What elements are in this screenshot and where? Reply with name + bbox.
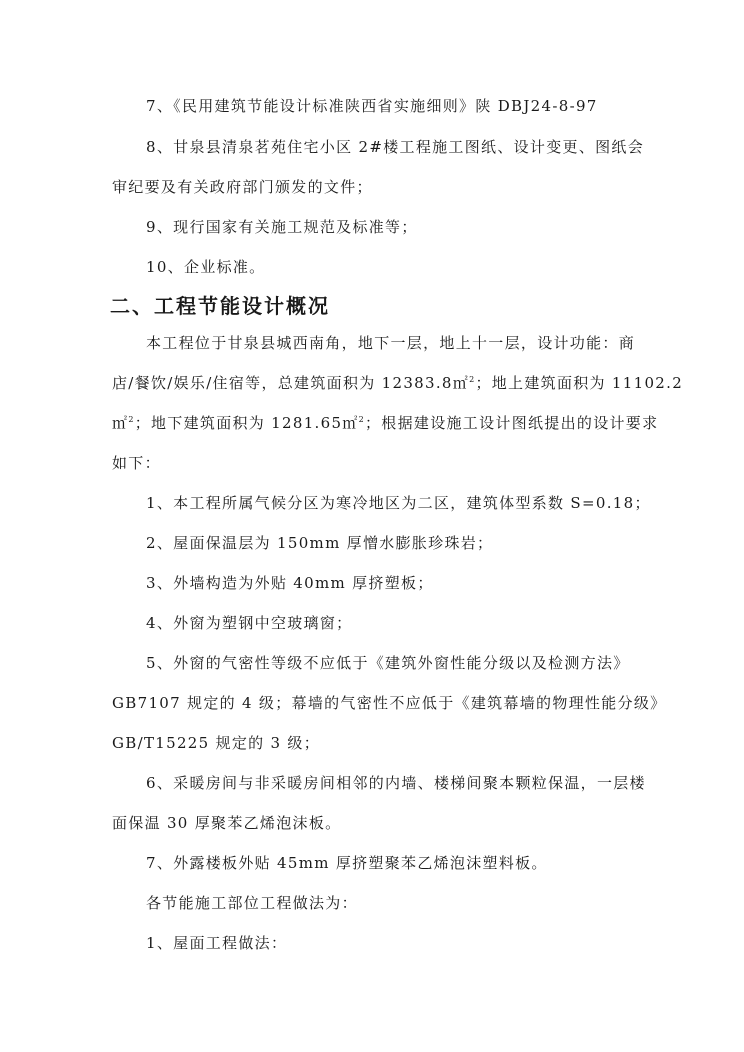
- overview-text: ；根据建设施工设计图纸提出的设计要求: [365, 414, 659, 432]
- reference-item-7: 7、《民用建筑节能设计标准陕西省实施细则》陕 DBJ24-8-97: [146, 97, 598, 115]
- overview-line-4: 如下：: [112, 454, 161, 472]
- design-item-4: 4、外窗为塑钢中空玻璃窗；: [146, 614, 353, 632]
- reference-item-8-cont: 审纪要及有关政府部门颁发的文件；: [112, 178, 373, 196]
- method-intro: 各节能施工部位工程做法为：: [146, 894, 358, 912]
- design-item-3: 3、外墙构造为外贴 40mm 厚挤塑板；: [146, 574, 434, 592]
- design-item-5-cont: GB7107 规定的 4 级；幕墙的气密性不应低于《建筑幕墙的物理性能分级》: [112, 694, 667, 712]
- superscript: 2: [358, 415, 365, 424]
- section-heading: 二、工程节能设计概况: [110, 294, 330, 318]
- superscript: 2: [128, 415, 135, 424]
- method-item-1: 1、屋面工程做法：: [146, 934, 288, 952]
- reference-item-8: 8、甘泉县清泉茗苑住宅小区 2#楼工程施工图纸、设计变更、图纸会: [146, 138, 645, 156]
- design-item-5-cont: GB/T15225 规定的 3 级；: [112, 734, 321, 752]
- reference-item-10: 10、企业标准。: [146, 258, 266, 276]
- reference-item-9: 9、现行国家有关施工规范及标准等；: [146, 218, 418, 236]
- superscript: 2: [469, 375, 476, 384]
- overview-text: 店/餐饮/娱乐/住宿等，总建筑面积为 12383.8㎡: [112, 374, 470, 392]
- overview-line-2: [112, 373, 684, 393]
- overview-line-3: [112, 413, 659, 433]
- overview-text: ㎡: [112, 414, 129, 432]
- design-item-1: 1、本工程所属气候分区为寒冷地区为二区，建筑体型系数 S=0.18；: [146, 494, 651, 512]
- design-item-6: 6、采暖房间与非采暖房间相邻的内墙、楼梯间聚本颗粒保温，一层楼: [146, 774, 646, 792]
- design-item-6-cont: 面保温 30 厚聚苯乙烯泡沫板。: [112, 814, 342, 832]
- design-item-5: 5、外窗的气密性等级不应低于《建筑外窗性能分级以及检测方法》: [146, 654, 630, 672]
- design-item-2: 2、屋面保温层为 150mm 厚憎水膨胀珍珠岩；: [146, 534, 494, 552]
- overview-text: ；地下建筑面积为 1281.65㎡: [134, 414, 359, 432]
- overview-line-1: 本工程位于甘泉县城西南角，地下一层，地上十一层，设计功能：商: [146, 334, 636, 352]
- overview-text: ；地上建筑面积为 11102.2: [475, 374, 684, 392]
- design-item-7: 7、外露楼板外贴 45mm 厚挤塑聚苯乙烯泡沫塑料板。: [146, 854, 548, 872]
